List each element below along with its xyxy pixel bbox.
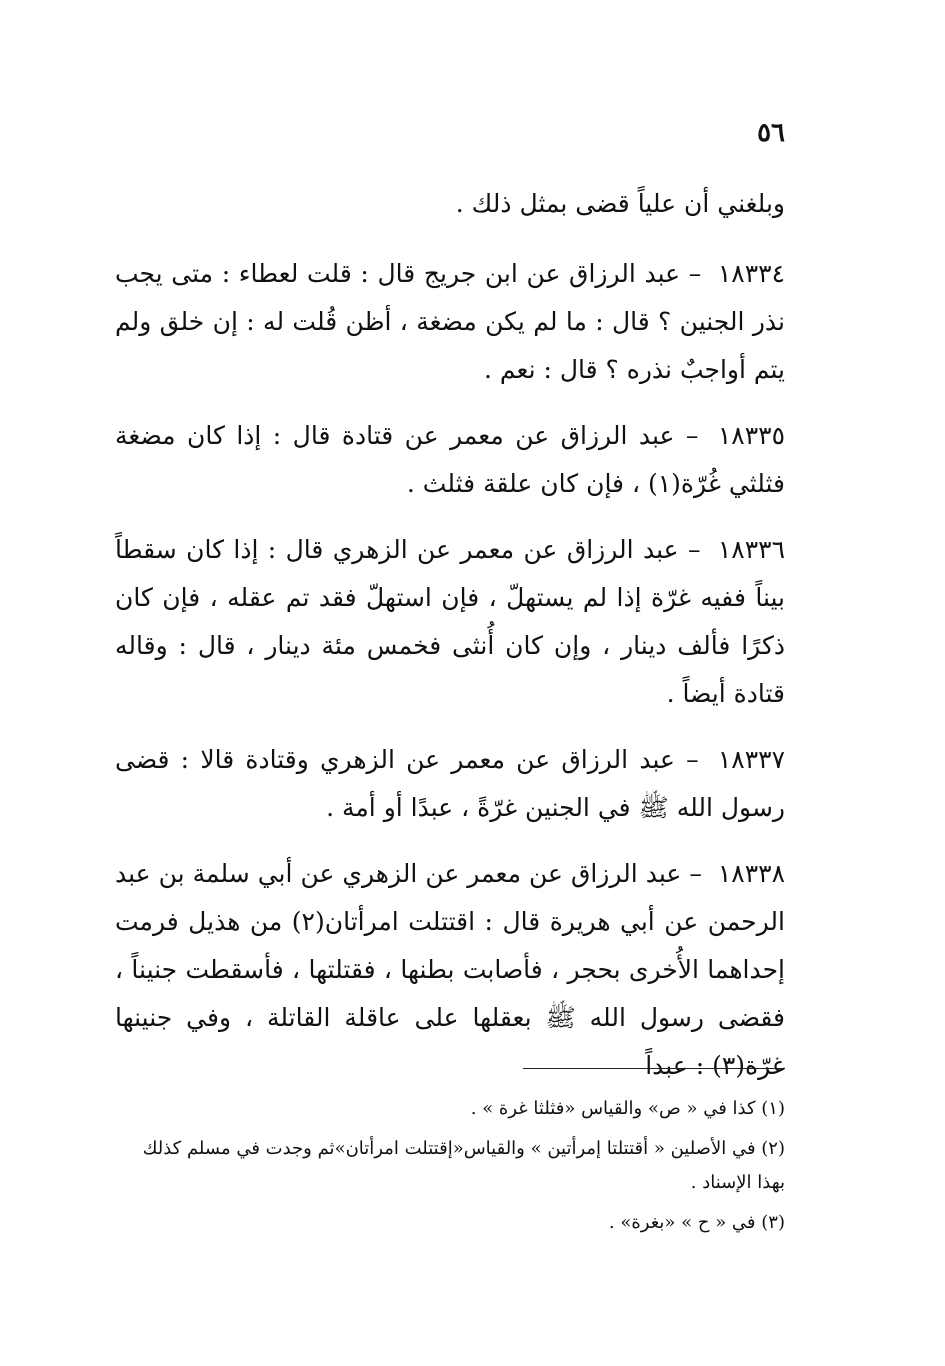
paragraph-text: وبلغني أن علياً قضى بمثل ذلك .	[455, 189, 785, 218]
footnote-1: (١) كذا في « ص» والقياس «فثلثا غرة » .	[470, 1098, 785, 1119]
page-number: ٥٦	[757, 118, 785, 148]
hadith-text: – عبد الرزاق عن معمر عن قتادة قال : إذا كان مضغة فثلثي غُرّة(١) ، فإن كان علقة فثلث .	[115, 421, 785, 498]
footnote-divider	[523, 1068, 785, 1069]
hadith-text: – عبد الرزاق عن معمر عن الزهري قال : إذا كان سقطاً بيناً ففيه غرّة إذا لم يستهلّ ، فإن استهلّ فقد تم عقله ، فإن كان ذكرًا فألف دينار ، وإن كان أُنثى فخمس مئة دينار ، قال : وقاله قتادة أيضاً .	[115, 535, 785, 708]
hadith-number: ١٨٣٣٤	[717, 259, 785, 288]
main-text	[115, 180, 785, 1108]
footnote-3: (٣) في « ح » «بغرة» .	[608, 1212, 785, 1233]
hadith-18336	[115, 526, 785, 718]
hadith-text: – عبد الرزاق عن ابن جريج قال : قلت لعطاء : متى يجب نذر الجنين ؟ قال : ما لم يكن مضغة ، أظن قُلت له : إن خلق ولم يتم أواجبٌ نذره ؟ قال : نعم .	[115, 259, 785, 384]
hadith-18335	[115, 412, 785, 508]
hadith-number: ١٨٣٣٨	[717, 859, 785, 888]
hadith-18334	[115, 250, 785, 394]
hadith-number: ١٨٣٣٧	[717, 745, 785, 774]
hadith-18337	[115, 736, 785, 832]
hadith-18338	[115, 850, 785, 1090]
paragraph-intro	[115, 180, 785, 228]
hadith-number: ١٨٣٣٦	[717, 535, 786, 564]
footnotes	[115, 1092, 785, 1246]
footnote-2: (٢) في الأصلين « أقتتلتا إمرأتين » والقياس«إقتتلت امرأتان»ثم وجدت في مسلم كذلك بهذا الإسناد .	[142, 1138, 785, 1193]
hadith-number: ١٨٣٣٥	[717, 421, 785, 450]
hadith-text: – عبد الرزاق عن معمر عن الزهري عن أبي سلمة بن عبد الرحمن عن أبي هريرة قال : اقتتلت امرأتان(٢) من هذيل فرمت إحداهما الأُخرى بحجر ، فأصابت بطنها ، فقتلتها ، فأسقطت جنيناً ، فقضى رسول الله ﷺ بعقلها على عاقلة القاتلة ، وفي جنينها غرّة(٣) : عبداً	[115, 859, 785, 1080]
hadith-text: – عبد الرزاق عن معمر عن الزهري وقتادة قالا : قضى رسول الله ﷺ في الجنين غرّةً ، عبدًا أو أمة .	[115, 745, 785, 822]
